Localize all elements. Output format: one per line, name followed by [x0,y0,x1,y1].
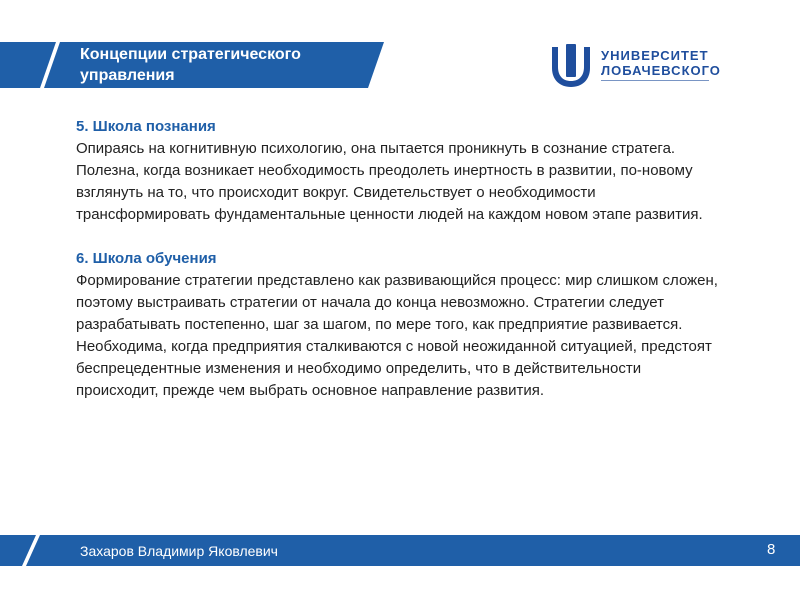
section-title: 6. Школа обучения [76,250,217,267]
university-logo [548,43,721,89]
slide-title-line2: управления [80,67,175,84]
footer-author: Захаров Владимир Яковлевич [80,543,278,559]
section-title: 5. Школа познания [76,118,216,135]
slide-body [76,116,726,402]
university-logo-line2: ЛОБАЧЕВСКОГО [601,63,721,78]
university-logo-icon [548,43,594,89]
page-number: 8 [767,541,776,558]
slide-header-band [0,42,384,88]
university-logo-tagline-decoration [601,79,709,82]
section-spacer [76,226,726,248]
university-logo-line1: УНИВЕРСИТЕТ [601,48,709,63]
slide-title-line1: Концепции стратегического [80,46,301,63]
section-learning-school [76,248,726,402]
section-paragraph: Необходима, когда предприятия сталкиваются с новой неожиданной ситуацией, предстоят беспрецедентные изменения и необходимо определить, что в действительности происходит, прежде чем выбрать основное направление развития. [76,338,712,399]
section-cognitive-school [76,116,726,226]
section-paragraph: Формирование стратегии представлено как развивающийся процесс: мир слишком сложен, поэтому выстраивать стратегии от начала до конца невозможно. Стратегии следует разрабатывать постепенно, шаг за шагом, по мере того, как предприятие развивается. [76,272,718,333]
section-paragraph: Опираясь на когнитивную психологию, она пытается проникнуть в сознание стратега. Полезна, когда возникает необходимость преодолеть инертность в развитии, по-новому взглянуть на то, что происходит вокруг. Свидетельствует о необходимости трансформировать фундаментальные ценности людей на каждом новом этапе развития. [76,140,703,223]
slide-footer-band [0,535,800,566]
university-logo-text [601,48,721,78]
slide-title [80,44,370,86]
